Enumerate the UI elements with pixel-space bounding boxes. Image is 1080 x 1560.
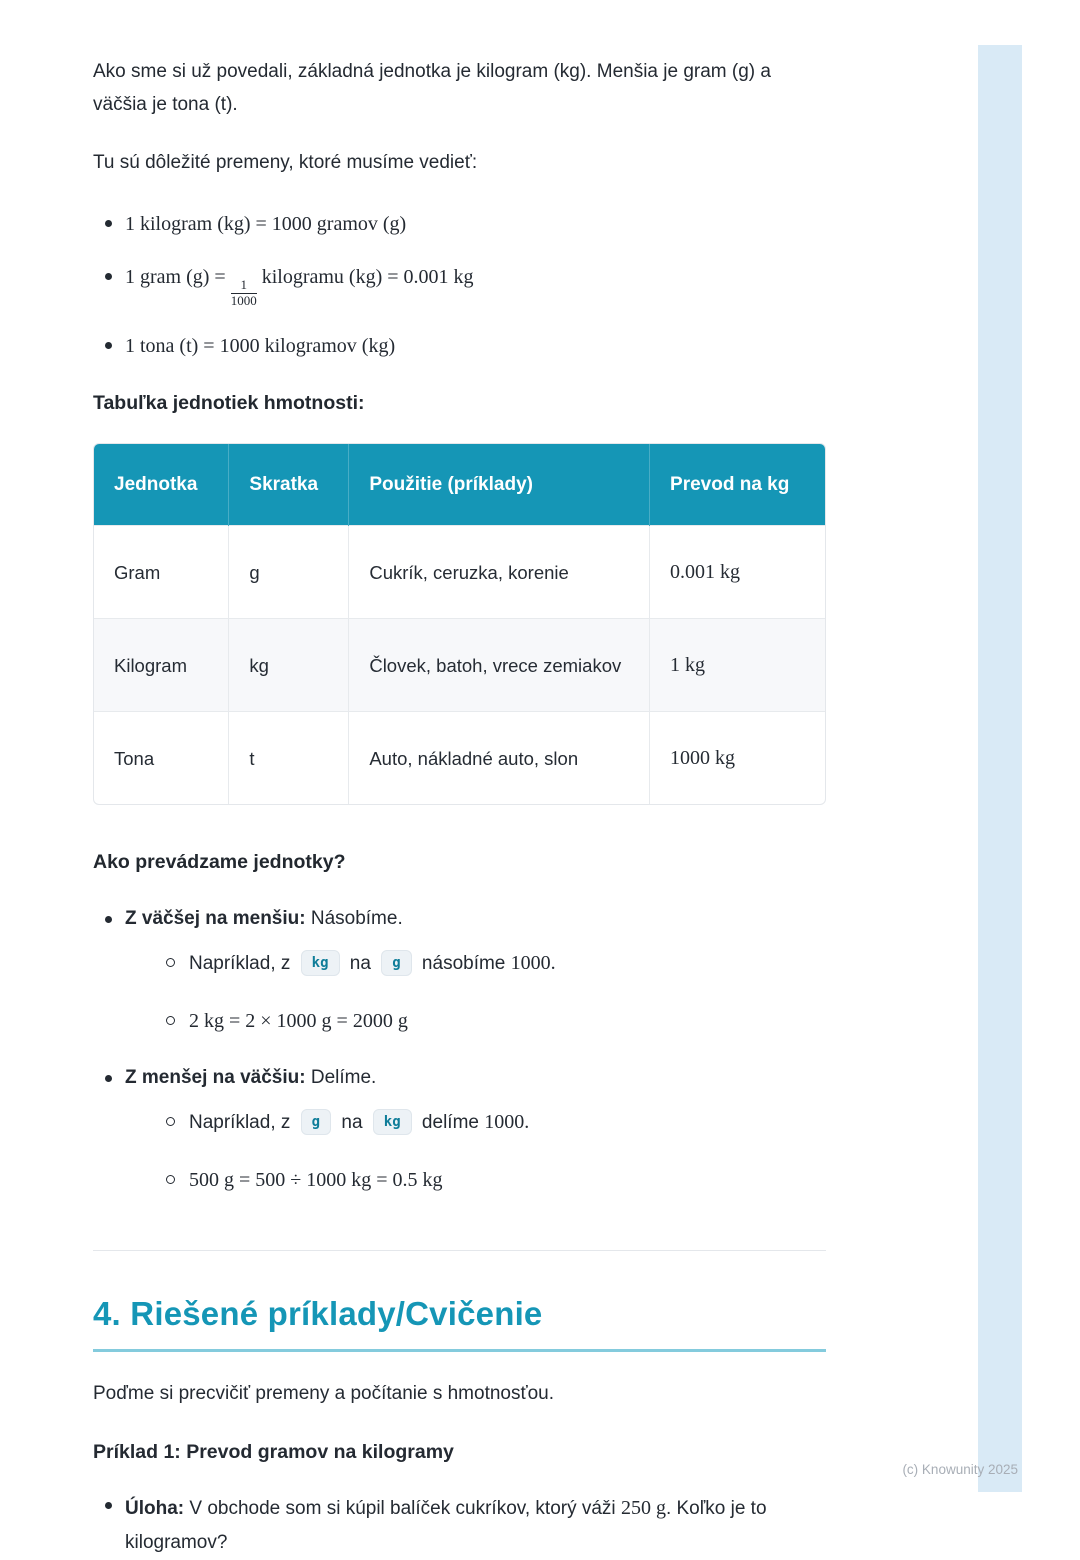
example-text-post: násobíme	[416, 952, 511, 974]
how-convert-title: Ako prevádzame jednotky?	[93, 851, 346, 874]
table-header-row	[94, 444, 825, 526]
rule-text: Delíme.	[305, 1067, 377, 1089]
rule-sub-list	[125, 1106, 826, 1196]
table-cell: Kilogram	[94, 619, 229, 712]
table-cell: 1000 kg	[650, 712, 825, 805]
rule-label: Z väčšej na menšiu:	[125, 908, 306, 930]
intro-paragraph-1: Ako sme si už povedali, základná jednotka je kilogram (kg). Menšia je gram (g) a väčšia je tona (t).	[93, 61, 771, 115]
column-header-pouzitie: Použitie (príklady)	[349, 444, 650, 526]
list-item-kilogram-fact	[93, 208, 826, 240]
rule-text: Násobíme.	[305, 908, 403, 930]
table-cell: Cukrík, ceruzka, korenie	[349, 526, 650, 619]
unit-chip-kg: kg	[301, 950, 340, 976]
example-line	[125, 947, 826, 979]
task-list	[93, 1490, 826, 1560]
example1-title: Príklad 1: Prevod gramov na kilogramy	[93, 1440, 454, 1463]
fact-text: 1 kilogram (kg) = 1000 gramov (g)	[125, 213, 407, 236]
task-math: 250 g	[620, 1496, 666, 1519]
table-section-title: Tabuľka jednotiek hmotnosti:	[93, 391, 365, 414]
table-cell: 1 kg	[650, 619, 825, 712]
conversion-facts-list	[93, 208, 826, 362]
intro-paragraph-2: Tu sú dôležité premeny, ktoré musíme vedieť:	[93, 152, 478, 174]
section-heading: 4. Riešené príklady/Cvičenie	[93, 1295, 826, 1352]
rule-sub-list	[125, 947, 826, 1037]
example-text-mid: na	[336, 1111, 368, 1133]
unit-chip-kg: kg	[373, 1109, 412, 1135]
equation-text: 2 kg = 2 × 1000 g = 2000 g	[189, 1010, 408, 1033]
task-label: Úloha:	[125, 1497, 185, 1519]
table-cell: g	[229, 526, 349, 619]
example-text-post: delíme	[416, 1111, 485, 1133]
copyright: (c) Knowunity 2025	[902, 1462, 1018, 1477]
example-text-pre: Napríklad, z	[189, 952, 296, 974]
task-text-post: . Koľko je to kilogramov?	[125, 1497, 767, 1553]
equation-line	[125, 1005, 826, 1037]
section-intro: Poďme si precvičiť premeny a počítanie s hmotnosťou.	[93, 1382, 555, 1404]
divider	[93, 1250, 826, 1251]
table-cell: Tona	[94, 712, 229, 805]
rule-small-to-big	[93, 1063, 826, 1196]
conversion-rules-list	[93, 904, 826, 1196]
mass-units-table-wrapper	[93, 443, 826, 805]
fact-text-post: kilogramu (kg) = 0.001 kg	[256, 266, 474, 289]
table-cell: Gram	[94, 526, 229, 619]
task-text-pre: V obchode som si kúpil balíček cukríkov, ktorý váži	[184, 1497, 621, 1519]
table-cell: Auto, nákladné auto, slon	[349, 712, 650, 805]
table-cell: Človek, batoh, vrece zemiakov	[349, 619, 650, 712]
column-header-skratka: Skratka	[229, 444, 349, 526]
rule-label: Z menšej na väčšiu:	[125, 1067, 306, 1089]
rule-big-to-small	[93, 904, 826, 1037]
example-text-pre: Napríklad, z	[189, 1111, 296, 1133]
example-text-mid: na	[344, 952, 377, 974]
fact-text: 1 tona (t) = 1000 kilogramov (kg)	[125, 334, 396, 357]
equation-text: 500 g = 500 ÷ 1000 kg = 0.5 kg	[189, 1168, 443, 1191]
list-item-gram-fact	[93, 261, 826, 309]
column-header-prevod: Prevod na kg	[650, 444, 825, 526]
column-header-jednotka: Jednotka	[94, 444, 229, 526]
fraction-numerator: 1	[231, 278, 257, 294]
example-number: 1000.	[510, 951, 556, 974]
table-row	[94, 619, 825, 712]
table-row	[94, 712, 825, 805]
mass-units-table	[94, 444, 825, 804]
table-cell: kg	[229, 619, 349, 712]
equation-line	[125, 1164, 826, 1196]
table-cell: t	[229, 712, 349, 805]
fact-text-pre: 1 gram (g) =	[125, 266, 231, 289]
fraction-denominator: 1000	[230, 292, 257, 308]
document-page	[93, 56, 826, 1560]
table-row	[94, 526, 825, 619]
table-cell: 0.001 kg	[650, 526, 825, 619]
unit-chip-g: g	[301, 1109, 331, 1135]
unit-chip-g: g	[381, 950, 411, 976]
list-item-tona-fact	[93, 330, 826, 362]
example-line	[125, 1106, 826, 1138]
right-margin-strip	[978, 45, 1022, 1492]
example-number: 1000.	[484, 1110, 530, 1133]
task-item	[93, 1490, 826, 1560]
fraction	[231, 278, 257, 309]
